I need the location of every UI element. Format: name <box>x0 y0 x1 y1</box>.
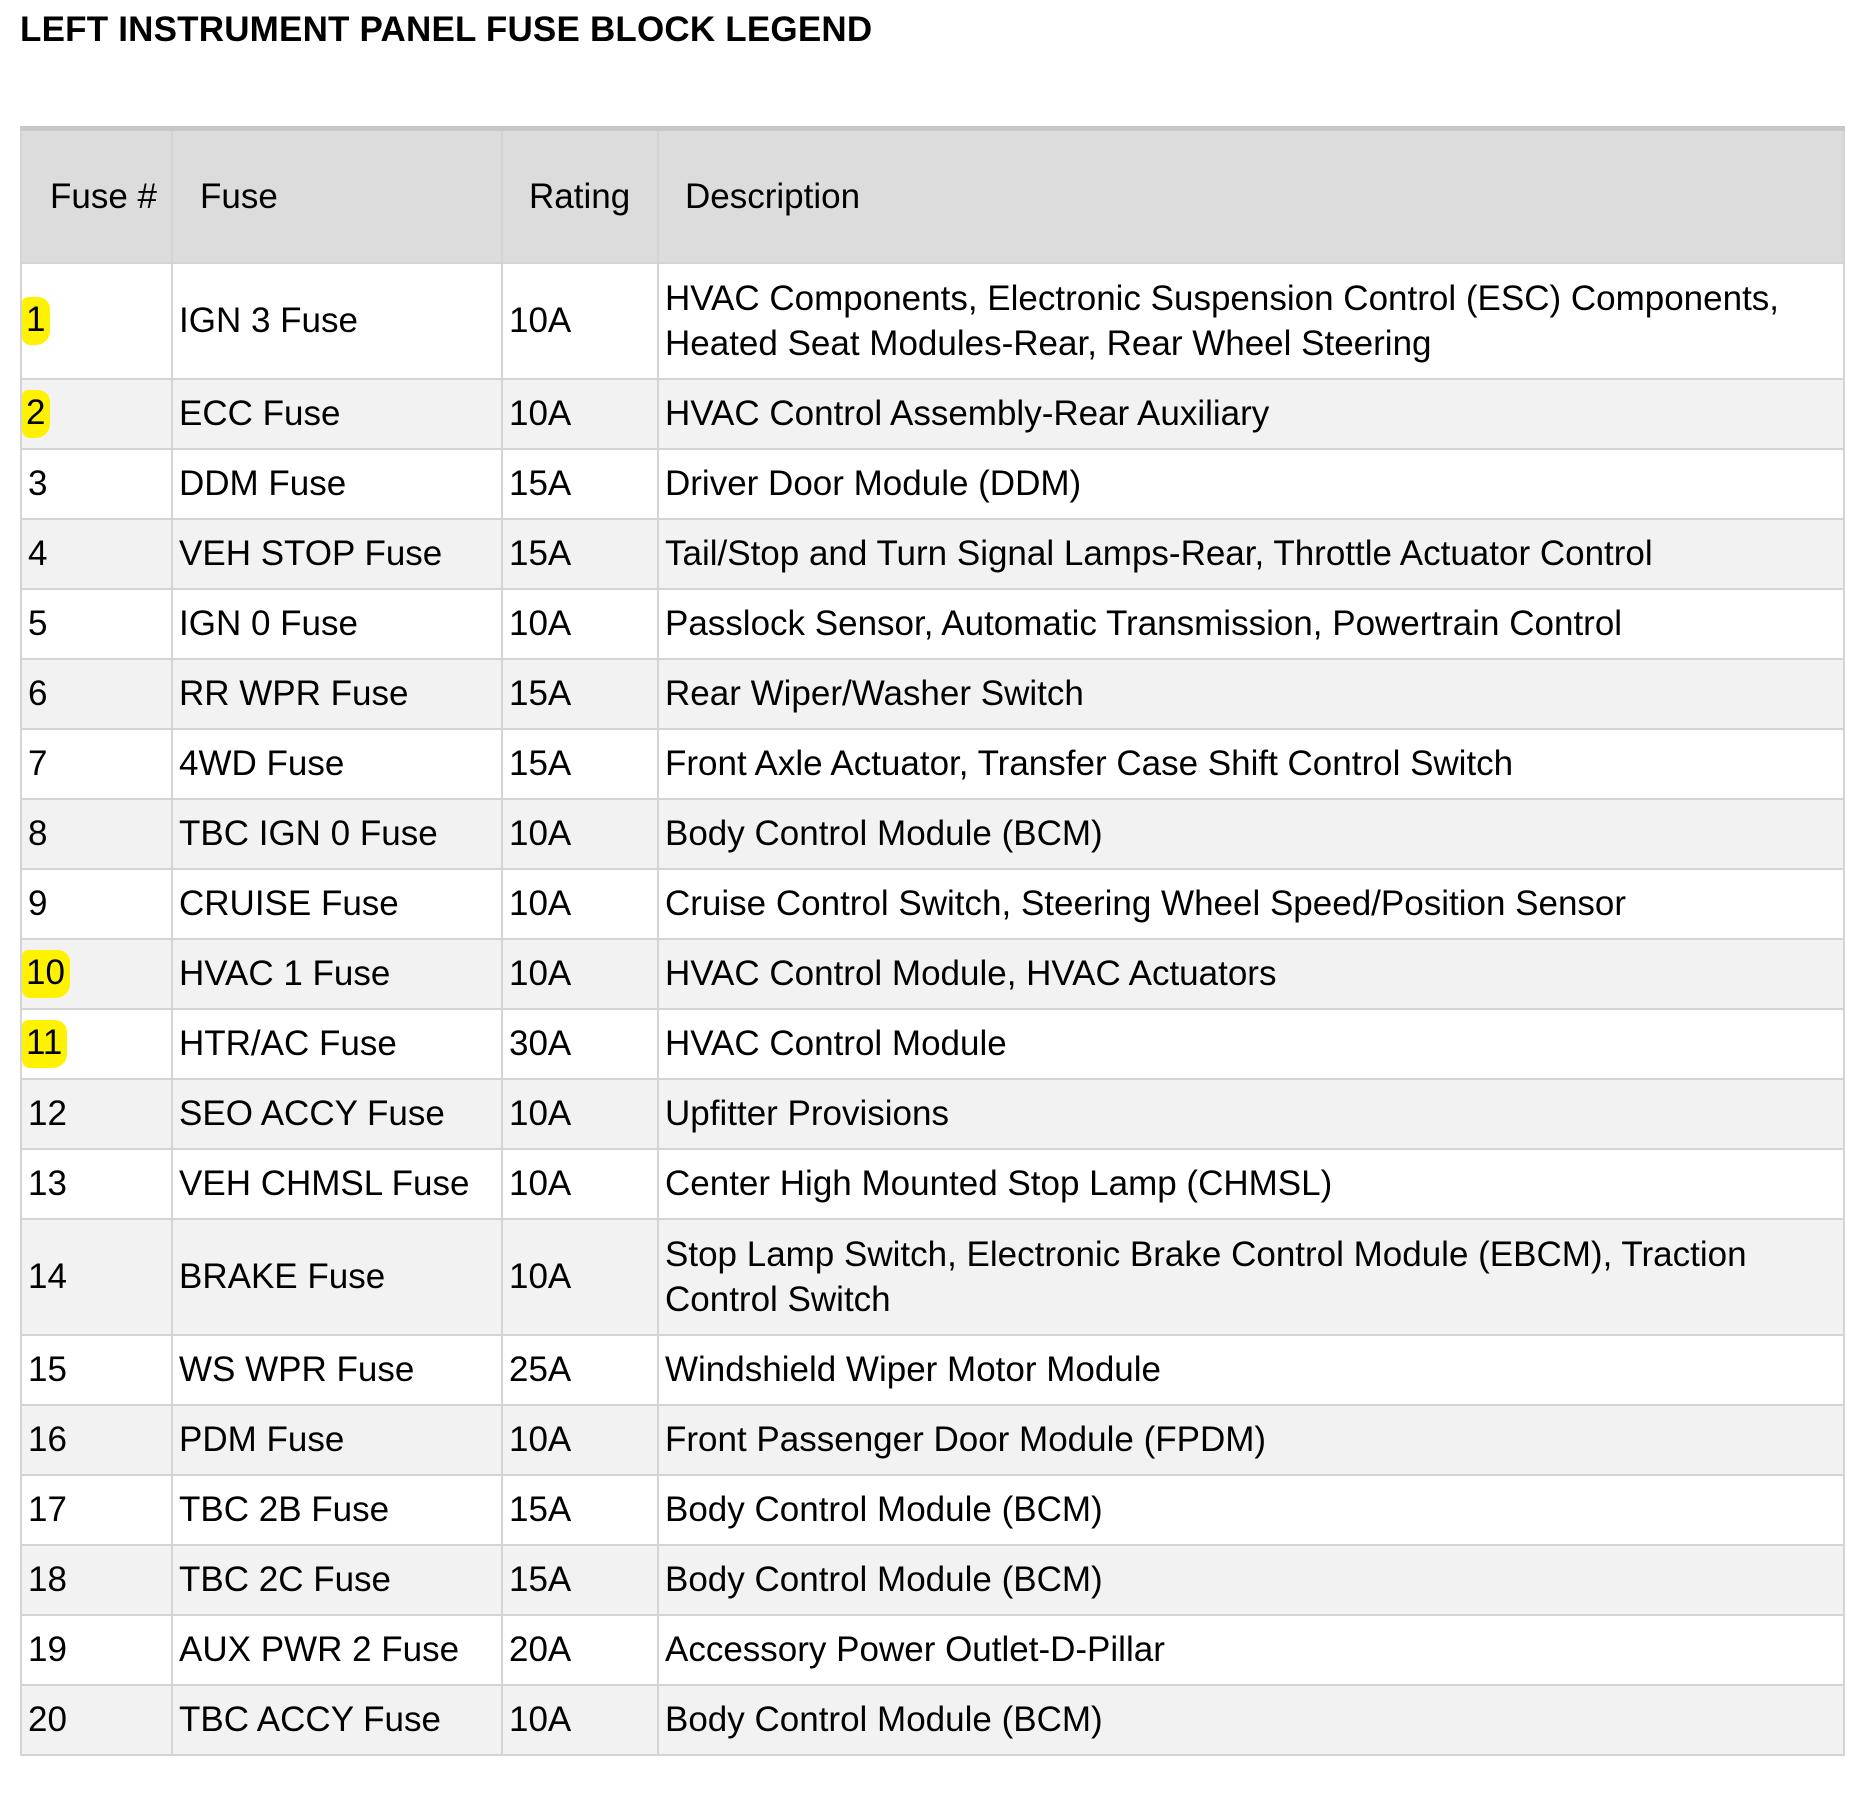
table-row <box>21 1615 1844 1685</box>
fuse-number-cell <box>21 869 172 939</box>
fuse-name-cell: TBC ACCY Fuse <box>172 1685 502 1755</box>
fuse-name-cell: BRAKE Fuse <box>172 1219 502 1335</box>
fuse-rating-cell: 15A <box>502 729 658 799</box>
fuse-number-cell <box>21 1685 172 1755</box>
fuse-number: 15 <box>28 1350 67 1389</box>
fuse-name-cell: DDM Fuse <box>172 449 502 519</box>
table-header <box>21 129 1844 263</box>
fuse-name-cell: ECC Fuse <box>172 379 502 449</box>
fuse-number-cell <box>21 379 172 449</box>
fuse-description-cell: HVAC Components, Electronic Suspension Control (ESC) Components, Heated Seat Modules-Rear, Rear Wheel Steering <box>658 263 1844 379</box>
table-row <box>21 449 1844 519</box>
fuse-number: 12 <box>28 1094 67 1133</box>
fuse-number-cell <box>21 659 172 729</box>
fuse-rating-cell: 10A <box>502 379 658 449</box>
fuse-number-cell <box>21 589 172 659</box>
table-row <box>21 379 1844 449</box>
table-row <box>21 869 1844 939</box>
fuse-name-cell: SEO ACCY Fuse <box>172 1079 502 1149</box>
fuse-rating-cell: 20A <box>502 1615 658 1685</box>
fuse-description-cell: Body Control Module (BCM) <box>658 799 1844 869</box>
fuse-name-cell: HTR/AC Fuse <box>172 1009 502 1079</box>
fuse-description-cell: Upfitter Provisions <box>658 1079 1844 1149</box>
header-fuse: Fuse <box>172 129 502 263</box>
fuse-number-cell <box>21 1335 172 1405</box>
fuse-number: 13 <box>28 1164 67 1203</box>
fuse-description-cell: Stop Lamp Switch, Electronic Brake Control Module (EBCM), Traction Control Switch <box>658 1219 1844 1335</box>
fuse-number-cell <box>21 263 172 379</box>
fuse-name-cell: VEH STOP Fuse <box>172 519 502 589</box>
fuse-description-cell: Body Control Module (BCM) <box>658 1545 1844 1615</box>
fuse-rating-cell: 10A <box>502 1219 658 1335</box>
fuse-name-cell: TBC 2C Fuse <box>172 1545 502 1615</box>
fuse-description-cell: Front Passenger Door Module (FPDM) <box>658 1405 1844 1475</box>
fuse-number: 5 <box>28 604 48 643</box>
fuse-number-cell <box>21 1009 172 1079</box>
fuse-rating-cell: 10A <box>502 939 658 1009</box>
table-row <box>21 1685 1844 1755</box>
fuse-number-cell <box>21 729 172 799</box>
fuse-rating-cell: 15A <box>502 519 658 589</box>
fuse-rating-cell: 15A <box>502 659 658 729</box>
table-row <box>21 519 1844 589</box>
fuse-number: 8 <box>28 814 48 853</box>
fuse-number-cell <box>21 939 172 1009</box>
fuse-rating-cell: 15A <box>502 449 658 519</box>
fuse-description-cell: HVAC Control Module <box>658 1009 1844 1079</box>
fuse-number-cell <box>21 449 172 519</box>
highlighted-fuse-number: 2 <box>22 390 50 438</box>
fuse-number: 14 <box>28 1257 67 1296</box>
fuse-rating-cell: 10A <box>502 1149 658 1219</box>
fuse-name-cell: RR WPR Fuse <box>172 659 502 729</box>
fuse-rating-cell: 10A <box>502 799 658 869</box>
fuse-number-cell <box>21 1079 172 1149</box>
fuse-number-cell <box>21 1615 172 1685</box>
fuse-name-cell: TBC IGN 0 Fuse <box>172 799 502 869</box>
fuse-description-cell: Body Control Module (BCM) <box>658 1475 1844 1545</box>
fuse-rating-cell: 15A <box>502 1475 658 1545</box>
table-row <box>21 1149 1844 1219</box>
fuse-number-cell <box>21 799 172 869</box>
fuse-description-cell: Rear Wiper/Washer Switch <box>658 659 1844 729</box>
table-row <box>21 1009 1844 1079</box>
table-row <box>21 729 1844 799</box>
table-row <box>21 659 1844 729</box>
fuse-name-cell: HVAC 1 Fuse <box>172 939 502 1009</box>
fuse-name-cell: WS WPR Fuse <box>172 1335 502 1405</box>
fuse-number-cell <box>21 1149 172 1219</box>
page-title: LEFT INSTRUMENT PANEL FUSE BLOCK LEGEND <box>20 10 873 49</box>
fuse-number: 7 <box>28 744 48 783</box>
fuse-rating-cell: 10A <box>502 263 658 379</box>
fuse-name-cell: IGN 0 Fuse <box>172 589 502 659</box>
fuse-number-cell <box>21 1545 172 1615</box>
fuse-description-cell: Front Axle Actuator, Transfer Case Shift Control Switch <box>658 729 1844 799</box>
fuse-description-cell: Windshield Wiper Motor Module <box>658 1335 1844 1405</box>
fuse-number-cell <box>21 1475 172 1545</box>
header-row <box>21 129 1844 263</box>
table-row <box>21 1335 1844 1405</box>
table-row <box>21 1219 1844 1335</box>
fuse-number-cell <box>21 1405 172 1475</box>
highlighted-fuse-number: 11 <box>22 1020 67 1068</box>
table-row <box>21 1545 1844 1615</box>
fuse-rating-cell: 25A <box>502 1335 658 1405</box>
header-description: Description <box>658 129 1844 263</box>
fuse-number: 9 <box>28 884 48 923</box>
fuse-number: 3 <box>28 464 48 503</box>
fuse-number: 19 <box>28 1630 67 1669</box>
table-row <box>21 589 1844 659</box>
fuse-number: 16 <box>28 1420 67 1459</box>
fuse-description-cell: Accessory Power Outlet-D-Pillar <box>658 1615 1844 1685</box>
fuse-name-cell: PDM Fuse <box>172 1405 502 1475</box>
fuse-description-cell: HVAC Control Assembly-Rear Auxiliary <box>658 379 1844 449</box>
table-body <box>21 263 1844 1755</box>
fuse-rating-cell: 10A <box>502 1079 658 1149</box>
header-fuse-number: Fuse # <box>21 129 172 263</box>
fuse-name-cell: VEH CHMSL Fuse <box>172 1149 502 1219</box>
fuse-description-cell: HVAC Control Module, HVAC Actuators <box>658 939 1844 1009</box>
fuse-name-cell: 4WD Fuse <box>172 729 502 799</box>
table-row <box>21 1079 1844 1149</box>
fuse-number: 17 <box>28 1490 67 1529</box>
fuse-description-cell: Cruise Control Switch, Steering Wheel Speed/Position Sensor <box>658 869 1844 939</box>
fuse-description-cell: Passlock Sensor, Automatic Transmission, Powertrain Control <box>658 589 1844 659</box>
fuse-number: 6 <box>28 674 48 713</box>
fuse-description-cell: Driver Door Module (DDM) <box>658 449 1844 519</box>
fuse-name-cell: CRUISE Fuse <box>172 869 502 939</box>
fuse-rating-cell: 15A <box>502 1545 658 1615</box>
fuse-rating-cell: 30A <box>502 1009 658 1079</box>
fuse-description-cell: Center High Mounted Stop Lamp (CHMSL) <box>658 1149 1844 1219</box>
table-row <box>21 1475 1844 1545</box>
fuse-name-cell: AUX PWR 2 Fuse <box>172 1615 502 1685</box>
fuse-rating-cell: 10A <box>502 1405 658 1475</box>
fuse-number-cell <box>21 1219 172 1335</box>
fuse-number-cell <box>21 519 172 589</box>
fuse-rating-cell: 10A <box>502 869 658 939</box>
fuse-rating-cell: 10A <box>502 589 658 659</box>
fuse-description-cell: Body Control Module (BCM) <box>658 1685 1844 1755</box>
fuse-rating-cell: 10A <box>502 1685 658 1755</box>
fuse-number: 20 <box>28 1700 67 1739</box>
table-row <box>21 1405 1844 1475</box>
table-row <box>21 939 1844 1009</box>
highlighted-fuse-number: 10 <box>22 950 70 998</box>
table-row <box>21 263 1844 379</box>
header-rating: Rating <box>502 129 658 263</box>
fuse-name-cell: TBC 2B Fuse <box>172 1475 502 1545</box>
fuse-description-cell: Tail/Stop and Turn Signal Lamps-Rear, Throttle Actuator Control <box>658 519 1844 589</box>
fuse-number: 4 <box>28 534 48 573</box>
fuse-legend-table <box>20 126 1845 1756</box>
fuse-name-cell: IGN 3 Fuse <box>172 263 502 379</box>
table-row <box>21 799 1844 869</box>
fuse-number: 18 <box>28 1560 67 1599</box>
highlighted-fuse-number: 1 <box>22 297 50 345</box>
